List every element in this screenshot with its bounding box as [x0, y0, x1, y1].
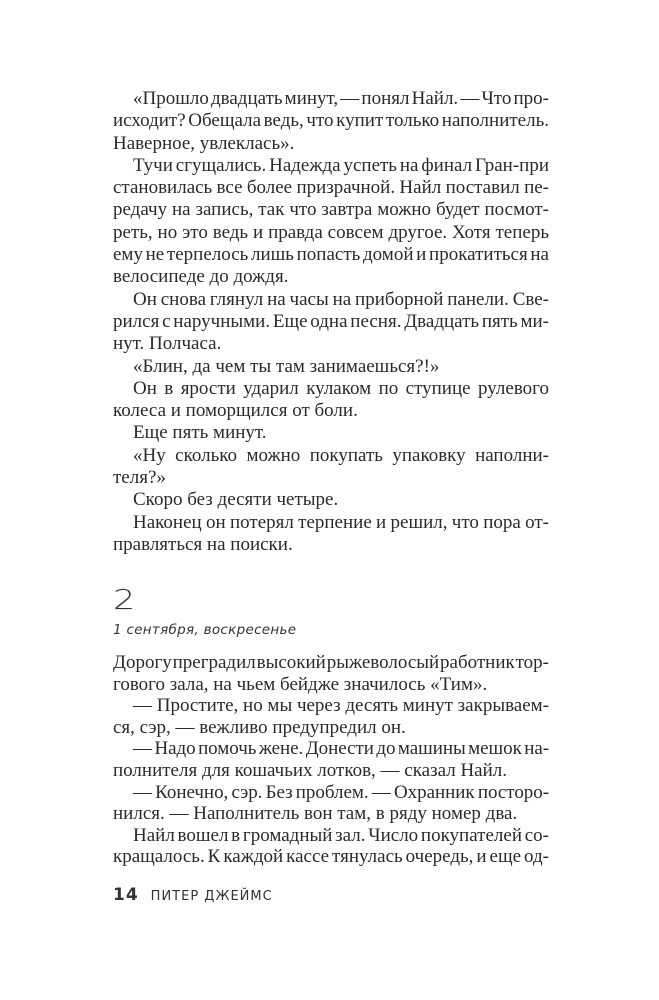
text-line [113, 695, 549, 717]
text-line [113, 445, 549, 467]
text-line-content: — Конечно, сэр. Без проблем. — Охранник посторо- [133, 781, 550, 803]
text-section-2 [113, 652, 549, 868]
text-section-1 [113, 88, 549, 556]
text-line-content: Тучи сгущались. Надежда успеть на финал Гран-при [133, 154, 549, 176]
text-line-content: Наконец он потерял терпение и решил, что пора от- [133, 511, 549, 533]
text-line-content: становилась все более призрачной. Найл поставил пе- [113, 177, 549, 199]
text-line-content: нут. Полчаса. [113, 333, 222, 355]
text-line [113, 512, 549, 534]
text-line-content: ся, сэр, — вежливо предупредил он. [113, 716, 406, 738]
text-line-content: редачу на запись, так что завтра можно будет посмот- [113, 199, 549, 221]
text-line-content: — Надо помочь жене. Донести до машины мешок на- [133, 738, 550, 760]
text-line-content: рился с наручными. Еще одна песня. Двадцать пять ми- [113, 310, 549, 332]
text-line [113, 378, 549, 400]
text-line [113, 400, 549, 422]
text-line [113, 422, 549, 444]
text-line [113, 177, 549, 199]
text-line-content: «Ну сколько можно покупать упаковку наполни- [133, 444, 549, 466]
text-line [113, 717, 549, 739]
text-line-content: ему не терпелось лишь попасть домой и прокатиться на [113, 244, 549, 266]
chapter-date: 1 сентября, воскресенье [113, 622, 297, 638]
text-line [113, 244, 549, 266]
text-line-content: гового зала, на чьем бейдже значилось «Тим». [113, 673, 488, 695]
text-line-content: Он снова глянул на часы на приборной панели. Све- [133, 288, 549, 310]
text-line [113, 825, 549, 847]
text-line-content: полнителя для кошачьих лотков, — сказал Найл. [113, 759, 508, 781]
text-line [113, 846, 549, 868]
text-line-content: Найл вошел в громадный зал. Число покупателей со- [133, 824, 549, 846]
chapter-number: 2 [113, 583, 137, 616]
text-line-content: нился. — Наполнитель вон там, в ряду номер два. [113, 803, 518, 825]
text-line [113, 760, 549, 782]
text-line [113, 467, 549, 489]
text-line-content: правляться на поиски. [113, 533, 293, 555]
text-line [113, 266, 549, 288]
text-line-content: Скоро без десяти четыре. [133, 489, 339, 511]
text-line [113, 289, 549, 311]
text-line [113, 534, 549, 556]
text-line-content: исходит? Обещала ведь, что купит только наполнитель. [113, 110, 549, 132]
text-line [113, 311, 549, 333]
text-line [113, 199, 549, 221]
text-line-content: Он в ярости ударил кулаком по ступице рулевого [133, 377, 549, 399]
text-line [113, 782, 549, 804]
text-line-content: кращалось. К каждой кассе тянулась очередь, и еще од- [113, 846, 549, 868]
text-line-content: реть, но это ведь и правда совсем другое. Хотя теперь [113, 221, 549, 243]
page-number: 14 [113, 885, 139, 905]
text-line-content: колеса и поморщился от боли. [113, 400, 358, 422]
text-line [113, 674, 549, 696]
text-line [113, 803, 549, 825]
text-line [113, 356, 549, 378]
text-line [113, 155, 549, 177]
text-line [113, 738, 549, 760]
text-line-content: Дорогу преградил высокий рыжеволосый работник тор- [113, 652, 549, 673]
text-line [113, 222, 549, 244]
text-line [113, 652, 549, 674]
text-line [113, 110, 549, 132]
text-line-content: Еще пять минут. [133, 422, 267, 444]
text-line [113, 489, 549, 511]
text-line-content: Наверное, увлеклась». [113, 132, 295, 154]
page-footer [113, 884, 273, 908]
text-line-content: «Прошло двадцать минут, — понял Найл. — Что про- [133, 88, 549, 109]
text-line-content: — Простите, но мы через десять минут закрываем- [133, 695, 550, 717]
running-author: ПИТЕР ДЖЕЙМС [150, 889, 273, 904]
text-line [113, 133, 549, 155]
text-line-content: теля?» [113, 467, 166, 489]
text-line-content: велосипеде до дождя. [113, 266, 289, 288]
text-line-content: «Блин, да чем ты там занимаешься?!» [133, 355, 440, 377]
text-line [113, 333, 549, 355]
text-line [113, 88, 549, 110]
